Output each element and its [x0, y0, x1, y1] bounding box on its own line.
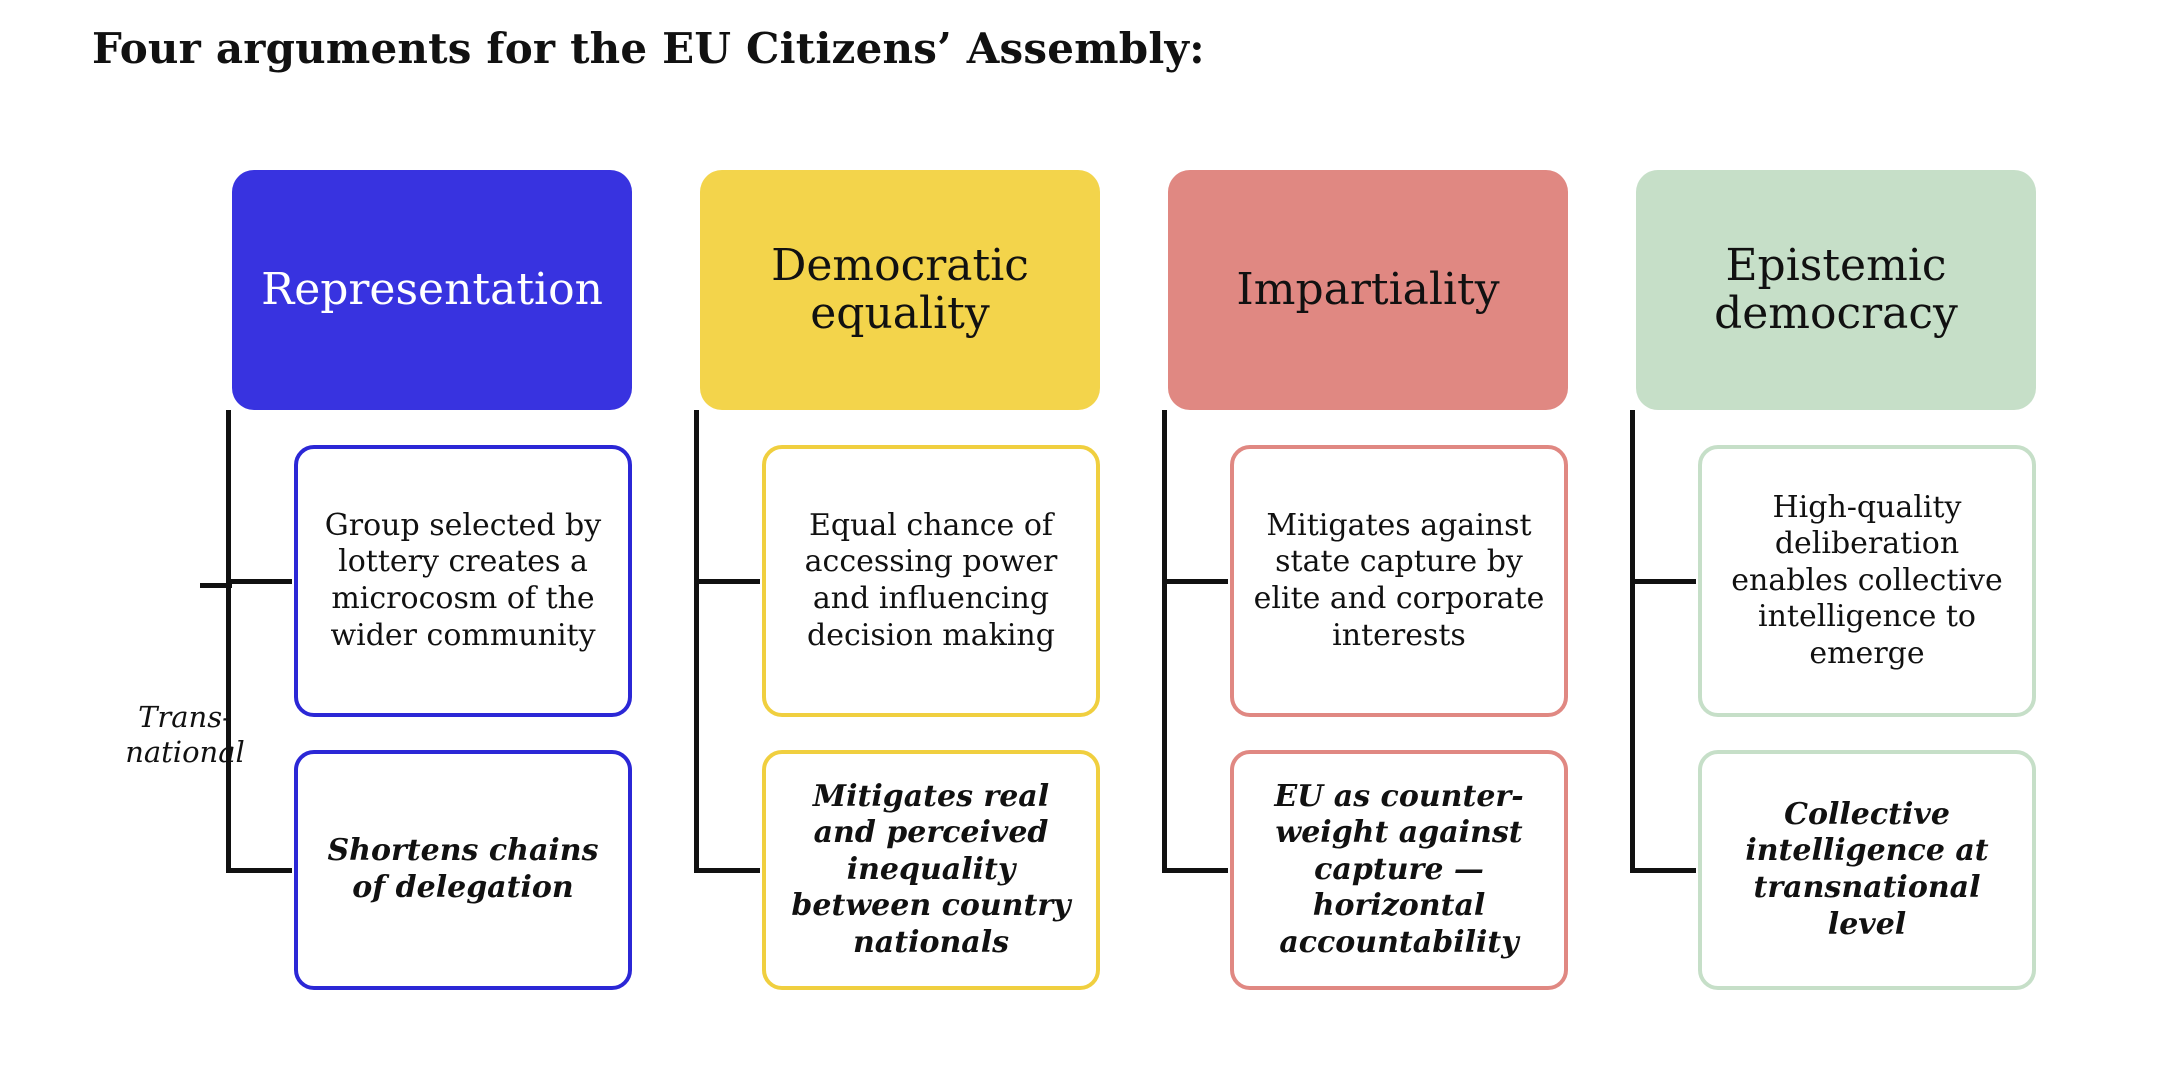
- column-header-epistemic-democracy[interactable]: [1636, 170, 2036, 410]
- argument-card-text: High-quality deliberation enables collective intelligence to emerge: [1731, 489, 2003, 671]
- column-header-label: Representation: [261, 264, 603, 316]
- connector-arm-3-1: [1630, 868, 1696, 873]
- argument-card-epistemic-democracy-1[interactable]: [1698, 445, 2036, 717]
- argument-card-representation-1[interactable]: [294, 445, 632, 717]
- argument-card-democratic-equality-2[interactable]: [762, 750, 1100, 990]
- column-header-label: Epistemic democracy: [1714, 240, 1958, 339]
- connector-stem-2: [1162, 410, 1167, 870]
- column-header-label: Democratic equality: [771, 240, 1029, 339]
- argument-card-representation-2[interactable]: [294, 750, 632, 990]
- argument-card-text: Mitigates against state capture by elite and corporate interests: [1253, 507, 1545, 653]
- page-title: Four arguments for the EU Citizens’ Assembly:: [92, 24, 1205, 73]
- connector-stem-3: [1630, 410, 1635, 870]
- column-header-impartiality[interactable]: [1168, 170, 1568, 410]
- connector-arm-2-1: [1162, 868, 1228, 873]
- connector-stem-0: [226, 410, 231, 870]
- column-header-representation[interactable]: [232, 170, 632, 410]
- argument-card-text: Equal chance of accessing power and influencing decision making: [804, 507, 1058, 653]
- column-header-democratic-equality[interactable]: [700, 170, 1100, 410]
- connector-arm-1-0: [694, 579, 760, 584]
- transnational-label: Trans- national: [125, 700, 245, 769]
- argument-card-epistemic-democracy-2[interactable]: [1698, 750, 2036, 990]
- connector-arm-1-1: [694, 868, 760, 873]
- argument-card-democratic-equality-1[interactable]: [762, 445, 1100, 717]
- argument-card-impartiality-1[interactable]: [1230, 445, 1568, 717]
- argument-card-text: Collective intelligence at transnational level: [1745, 796, 1989, 942]
- column-header-label: Impartiality: [1236, 264, 1500, 316]
- connector-arm-transnational: [200, 583, 232, 588]
- argument-card-text: Mitigates real and perceived inequality between country nationals: [791, 778, 1071, 960]
- connector-arm-0-0: [226, 579, 292, 584]
- argument-card-text: Group selected by lottery creates a microcosm of the wider community: [324, 507, 602, 653]
- argument-card-text: EU as counter-weight against capture — horizontal accountability: [1274, 778, 1524, 960]
- argument-card-text: Shortens chains of delegation: [327, 833, 599, 905]
- connector-arm-0-1: [226, 868, 292, 873]
- argument-card-impartiality-2[interactable]: [1230, 750, 1568, 990]
- connector-arm-2-0: [1162, 579, 1228, 584]
- connector-stem-1: [694, 410, 699, 870]
- connector-arm-3-0: [1630, 579, 1696, 584]
